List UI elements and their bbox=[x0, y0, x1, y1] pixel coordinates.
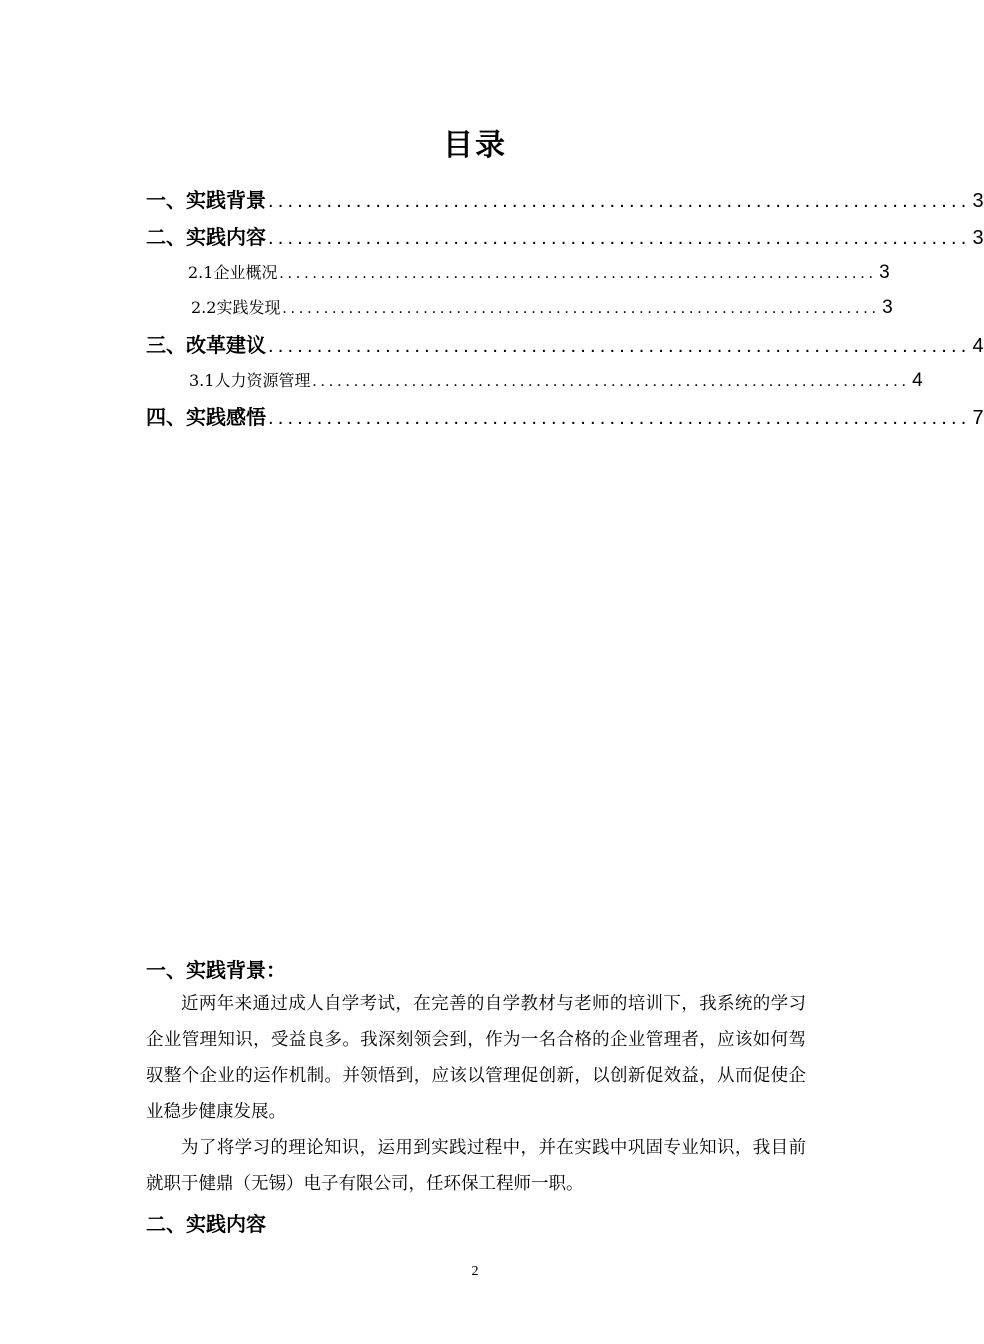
toc-entry-page: 3 bbox=[972, 227, 984, 249]
toc-entry-2-1[interactable] bbox=[188, 260, 890, 284]
toc-leader-dots: ........................................................................ bbox=[268, 190, 971, 212]
section-heading: 一、实践背景： bbox=[146, 958, 286, 982]
toc-leader-dots: ........................................................................ bbox=[268, 407, 971, 429]
toc-leader-dots: ........................................................................ bbox=[279, 265, 878, 282]
toc-entry-3[interactable] bbox=[146, 329, 984, 358]
toc-entry-label: 二、实践内容 bbox=[146, 225, 266, 249]
toc-leader-dots: ........................................................................ bbox=[268, 227, 971, 249]
toc-entry-page: 4 bbox=[912, 370, 923, 391]
toc-title: 目录 bbox=[443, 128, 507, 163]
toc-leader-dots: ........................................................................ bbox=[312, 373, 911, 390]
toc-entry-4[interactable] bbox=[146, 401, 984, 430]
paragraph: 近两年来通过成人自学考试，在完善的自学教材与老师的培训下，我系统的学习企业管理知识，受益良多。我深刻领会到，作为一名合格的企业管理者，应该如何驾驭整个企业的运作机制。并领悟到，应该以管理促创新，以创新促效益，从而促使企业稳步健康发展。 bbox=[146, 994, 806, 1122]
toc-entry-page: 4 bbox=[972, 335, 984, 357]
toc-leader-dots: ........................................................................ bbox=[268, 335, 971, 357]
paragraph: 为了将学习的理论知识，运用到实践过程中，并在实践中巩固专业知识，我目前就职于健鼎（无锡）电子有限公司，任环保工程师一职。 bbox=[146, 1138, 806, 1194]
toc-leader-dots: ........................................................................ bbox=[282, 300, 881, 317]
toc-entry-page: 3 bbox=[882, 297, 893, 318]
toc-entry-2[interactable] bbox=[146, 221, 984, 250]
toc-entry-label: 3.1人力资源管理 bbox=[189, 371, 311, 390]
toc-entry-label: 2.1企业概况 bbox=[188, 263, 278, 282]
toc-entry-1[interactable] bbox=[146, 184, 984, 213]
toc-entry-label: 三、改革建议 bbox=[146, 333, 266, 357]
section-body bbox=[146, 986, 806, 1202]
page-number: 2 bbox=[471, 1264, 479, 1279]
toc-entry-3-1[interactable] bbox=[189, 368, 923, 392]
section-heading: 二、实践内容 bbox=[146, 1212, 266, 1236]
toc-entry-label: 2.2实践发现 bbox=[191, 298, 281, 317]
toc-entry-page: 3 bbox=[879, 262, 890, 283]
toc-entry-label: 四、实践感悟 bbox=[146, 405, 266, 429]
toc-entry-2-2[interactable] bbox=[191, 295, 893, 319]
toc-entry-page: 7 bbox=[972, 407, 984, 429]
toc-entry-page: 3 bbox=[972, 190, 984, 212]
toc-entry-label: 一、实践背景 bbox=[146, 188, 266, 212]
